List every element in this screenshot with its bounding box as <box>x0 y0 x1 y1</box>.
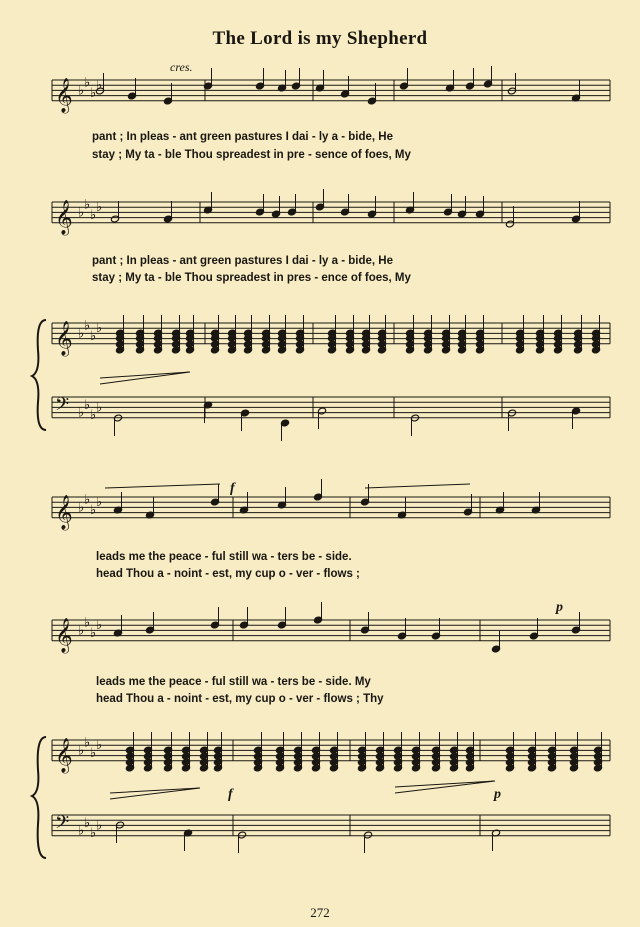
staff-5 <box>52 497 610 518</box>
flat-sign: ♭ <box>78 623 85 639</box>
staff-4 <box>52 397 610 418</box>
lyric-line-voice2-verse2: stay ; My ta - ble Thou spreadest in pres - ence of foes, My <box>92 272 411 284</box>
flat-sign: ♭ <box>90 826 97 842</box>
treble-clef: 𝄞 <box>55 617 73 653</box>
lyric-line-voice2-verse1-system2: leads me the peace - ful still wa - ters be - side. My <box>96 676 371 688</box>
staff-6 <box>52 620 610 641</box>
flat-sign: ♭ <box>84 815 91 831</box>
flat-sign: ♭ <box>90 208 97 223</box>
treble-clef: 𝄞 <box>55 320 73 356</box>
flat-sign: ♭ <box>90 503 97 518</box>
flat-sign: ♭ <box>84 197 91 213</box>
flat-sign: ♭ <box>96 78 103 94</box>
flat-sign: ♭ <box>84 75 91 91</box>
flat-sign: ♭ <box>84 615 91 631</box>
flat-sign: ♭ <box>90 626 97 641</box>
staff-2 <box>52 202 610 223</box>
cres-marking: cres. <box>170 60 193 74</box>
flat-sign: ♭ <box>84 397 91 413</box>
piano-marking: p <box>556 600 563 615</box>
treble-clef: 𝄞 <box>55 494 73 530</box>
flat-sign: ♭ <box>90 86 97 101</box>
piano-marking-accompaniment: p <box>494 787 501 802</box>
treble-clef: 𝄞 <box>55 77 73 113</box>
flat-sign: ♭ <box>96 495 103 511</box>
treble-clef: 𝄞 <box>55 199 73 235</box>
flat-sign: ♭ <box>78 500 85 516</box>
lyric-line-voice1-verse2: stay ; My ta - ble Thou spreadest in pre - sence of foes, My <box>92 149 411 161</box>
lyric-line-voice1-verse2-system2: head Thou a - noint - est, my cup o - ver - flows ; <box>96 568 360 580</box>
lyric-line-voice1-verse1-system2: leads me the peace - ful still wa - ters be - side. <box>96 551 352 563</box>
flat-sign: ♭ <box>84 318 91 334</box>
hairpin <box>395 781 495 793</box>
flat-sign: ♭ <box>78 326 85 342</box>
flat-sign: ♭ <box>96 321 103 337</box>
flat-sign: ♭ <box>96 818 103 834</box>
flat-sign: ♭ <box>78 823 85 839</box>
flat-sign: ♭ <box>78 83 85 99</box>
bass-clef: 𝄢 <box>55 812 70 838</box>
forte-marking: f <box>230 481 235 496</box>
flat-sign: ♭ <box>90 408 97 424</box>
hairpin <box>110 788 200 799</box>
flat-sign: ♭ <box>78 205 85 221</box>
flat-sign: ♭ <box>90 329 97 344</box>
flat-sign: ♭ <box>96 618 103 634</box>
lyric-line-voice2-verse1: pant ; In pleas - ant green pastures I dai - ly a - bide, He <box>92 255 393 267</box>
flat-sign: ♭ <box>96 738 103 754</box>
flat-sign: ♭ <box>78 743 85 759</box>
flat-sign: ♭ <box>78 405 85 421</box>
page-number: 272 <box>310 905 330 920</box>
flat-sign: ♭ <box>84 735 91 751</box>
hairpin <box>100 372 190 384</box>
lyric-line-voice1-verse1: pant ; In pleas - ant green pastures I dai - ly a - bide, He <box>92 131 393 143</box>
flat-sign: ♭ <box>96 200 103 216</box>
piano-brace-system1 <box>32 320 46 430</box>
hairpin <box>365 484 470 488</box>
bass-clef: 𝄢 <box>55 394 70 420</box>
piano-brace-system2 <box>32 737 46 858</box>
forte-marking-accompaniment: f <box>228 787 233 802</box>
treble-clef: 𝄞 <box>55 737 73 773</box>
hairpin <box>105 484 220 488</box>
flat-sign: ♭ <box>96 400 103 416</box>
flat-sign: ♭ <box>90 746 97 761</box>
staff-8 <box>52 815 610 836</box>
lyric-line-voice2-verse2-system2: head Thou a - noint - est, my cup o - ver - flows ; Thy <box>96 693 384 705</box>
hymn-title: The Lord is my Shepherd <box>212 28 428 49</box>
flat-sign: ♭ <box>84 492 91 508</box>
